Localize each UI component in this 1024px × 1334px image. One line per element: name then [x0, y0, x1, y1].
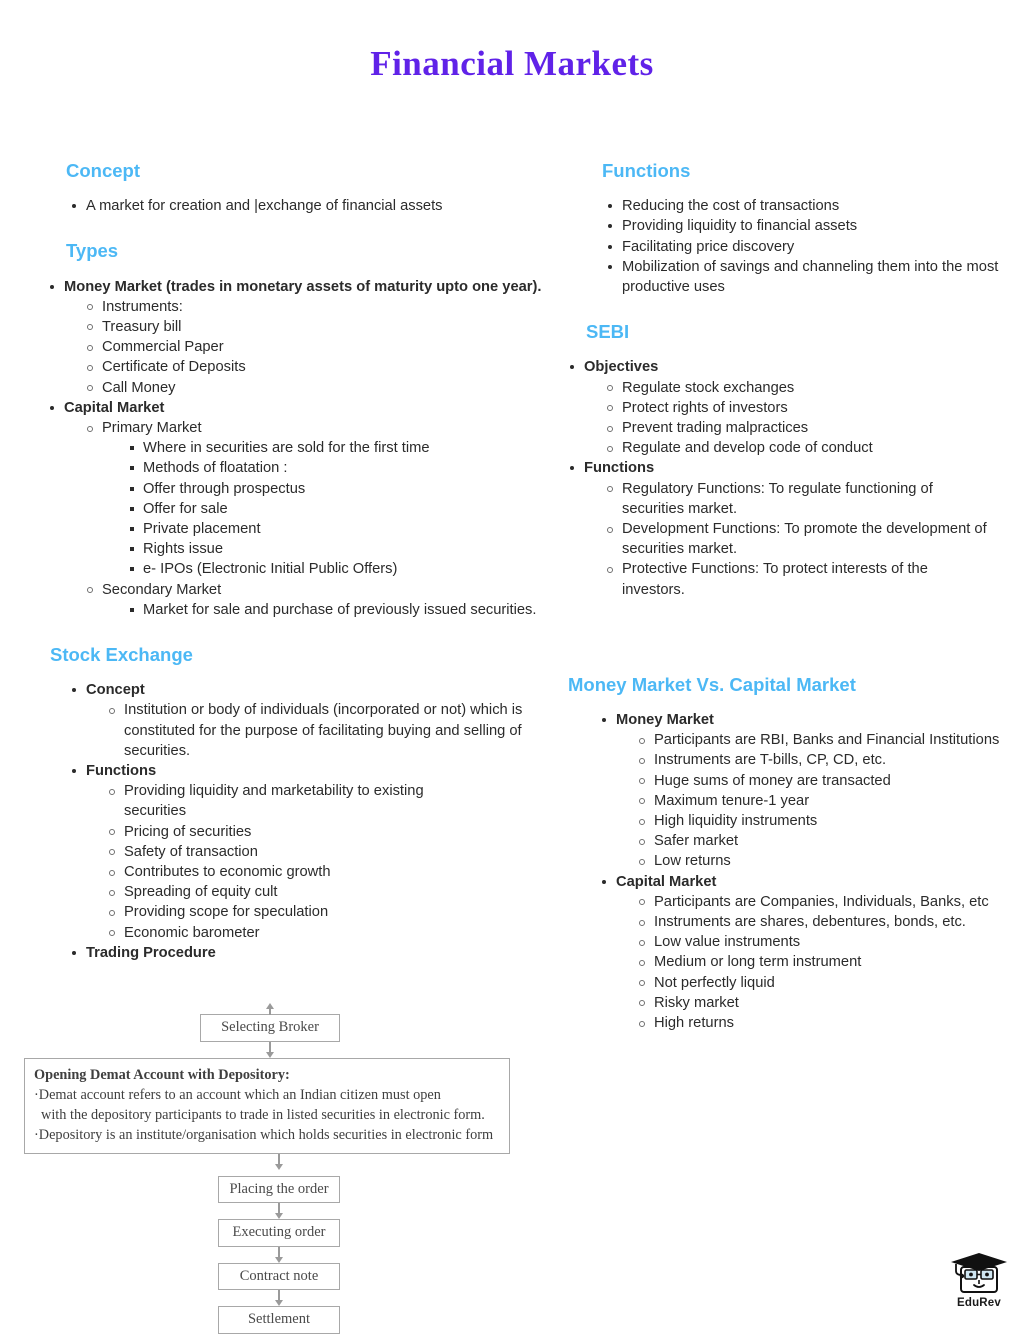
list-item: [606, 438, 1024, 458]
list-item: [606, 237, 1024, 257]
list-item-text: Reducing the cost of transactions: [622, 198, 840, 215]
list-item: [638, 993, 1024, 1013]
list-item: [108, 822, 568, 842]
list-item: [108, 842, 568, 862]
list-item-text: Providing liquidity to financial assets: [622, 218, 858, 235]
list-item-text: Secondary Market: [102, 581, 222, 598]
list-item: [638, 750, 1024, 770]
list-item-text: Low returns: [654, 853, 731, 870]
section-sebi: [568, 321, 1024, 600]
list-item: [638, 1013, 1024, 1033]
list-item-text: Huge sums of money are transacted: [654, 772, 891, 789]
list-item-text: Pricing of securities: [124, 823, 252, 840]
list-item: [86, 378, 568, 398]
list-item: [128, 559, 568, 579]
heading-sebi: SEBI: [586, 321, 630, 343]
list-item: [70, 196, 568, 216]
list-item: [128, 499, 568, 519]
list-item-text: Functions: [86, 763, 157, 780]
list-item-text: Regulate and develop code of conduct: [622, 440, 873, 457]
list-item-text: Concept: [86, 682, 145, 699]
list-item: [128, 519, 568, 539]
list-item-text: Not perfectly liquid: [654, 974, 775, 991]
list-item-text: Capital Market: [64, 399, 165, 416]
flow-box-executing-order: Executing order: [218, 1219, 340, 1247]
list-item-text: Where in securities are sold for the first time: [143, 440, 430, 457]
spacer: [568, 299, 1024, 321]
list-item: [108, 923, 568, 943]
list-item: [606, 519, 1024, 559]
left-column: [48, 160, 568, 965]
list-item-text: Functions: [584, 460, 655, 477]
types-list: [48, 277, 568, 620]
list-item: [128, 438, 568, 458]
list-item-secondary-market: [86, 580, 568, 620]
list-item-text: Spreading of equity cult: [124, 884, 278, 901]
heading-functions: Functions: [602, 160, 691, 181]
list-item-text: Providing liquidity and marketability to existing securities: [124, 783, 424, 820]
list-item: [606, 559, 982, 599]
list-item-text: Instruments are T-bills, CP, CD, etc.: [654, 752, 887, 769]
list-item-objectives: [568, 357, 1024, 458]
list-item-text: High returns: [654, 1015, 734, 1032]
list-item-text: Safer market: [654, 833, 739, 850]
list-item: [606, 398, 1024, 418]
list-item-capital-market: [48, 398, 568, 620]
list-item-capital-market: [600, 872, 1024, 1034]
logo-text: EduRev: [956, 1297, 1002, 1309]
sebi-objectives-list: [606, 378, 1024, 459]
list-item-text: Development Functions: To promote the development of securities market.: [622, 521, 987, 558]
demat-title: Opening Demat Account with Depository:: [34, 1066, 290, 1083]
list-item-text: Money Market: [616, 712, 714, 729]
list-item: [86, 297, 568, 317]
list-item-text: Protective Functions: To protect interests of the investors.: [622, 561, 928, 598]
list-item-text: Safety of transaction: [124, 843, 258, 860]
heading-money-vs-capital: Money Market Vs. Capital Market: [568, 673, 856, 695]
list-item-text: Private placement: [143, 521, 261, 538]
list-item: [638, 831, 1024, 851]
right-column: [568, 160, 1024, 1035]
list-item: [638, 771, 1024, 791]
list-item-text: Capital Market: [616, 873, 717, 890]
functions-list: [606, 196, 1024, 297]
sebi-list: [568, 357, 1024, 599]
list-item-text: Certificate of Deposits: [102, 359, 246, 376]
list-item: [638, 730, 1024, 750]
list-item-text: Economic barometer: [124, 924, 260, 941]
concept-list: [70, 196, 568, 216]
list-item-text: Commercial Paper: [102, 339, 224, 356]
list-item-text: Primary Market: [102, 420, 202, 436]
list-item-money-market: [600, 710, 1024, 872]
list-item-text: Providing scope for speculation: [124, 904, 329, 921]
list-item-text: Treasury bill: [102, 318, 182, 335]
page-title: Financial Markets: [370, 44, 654, 83]
graduation-cap-character-icon: [948, 1250, 1010, 1296]
trading-procedure-flowchart: [24, 1004, 516, 1334]
list-item-text: Mobilization of savings and channeling them into the most productive uses: [622, 258, 999, 295]
list-item: [606, 257, 1014, 297]
spacer: [568, 602, 1024, 674]
list-item-text: Instruments:: [102, 298, 183, 315]
capital-market-attributes-list: [638, 892, 1024, 1033]
list-item-text: Methods of floatation :: [143, 460, 288, 477]
list-item: [86, 337, 568, 357]
list-item-text: Trading Procedure: [86, 944, 216, 961]
list-item: [128, 600, 568, 620]
list-item-text: A market for creation and |exchange of financial assets: [86, 198, 443, 215]
demat-line-3: ·Depository is an institute/organisation which holds securities in electronic form: [34, 1127, 494, 1144]
list-item-trading-procedure: [70, 943, 568, 963]
stock-exchange-concept-list: [108, 700, 568, 761]
list-item-text: Objectives: [584, 359, 659, 376]
list-item: [108, 882, 568, 902]
list-item: [606, 216, 1024, 236]
list-item: [128, 539, 568, 559]
section-money-vs-capital: [568, 674, 1024, 1033]
list-item: [606, 196, 1024, 216]
list-item-text: Participants are Companies, Individuals, Banks, etc: [654, 893, 989, 910]
list-item-text: Call Money: [102, 379, 176, 396]
list-item: [606, 418, 1024, 438]
list-item-text: Medium or long term instrument: [654, 954, 862, 971]
list-item-text: Money Market (trades in monetary assets of maturity upto one year).: [64, 278, 542, 295]
list-item-functions: [70, 761, 568, 943]
flow-box-selecting-broker: Selecting Broker: [200, 1014, 340, 1042]
list-item-text: High liquidity instruments: [654, 813, 818, 830]
section-functions: [568, 160, 1024, 297]
list-item: [108, 781, 484, 821]
heading-stock-exchange: Stock Exchange: [50, 644, 193, 666]
flow-box-contract-note: Contract note: [218, 1263, 340, 1291]
list-item-text: Maximum tenure-1 year: [654, 792, 810, 809]
list-item-text: Institution or body of individuals (incorporated or not) which is constituted for the purpose of facilitating buying and selling of securities.: [124, 702, 523, 759]
list-item: [128, 479, 568, 499]
list-item: [638, 912, 1024, 932]
stock-exchange-functions-list: [108, 781, 568, 943]
list-item-concept: [70, 680, 568, 761]
section-types: [48, 240, 568, 620]
list-item-text: Market for sale and purchase of previously issued securities.: [143, 601, 537, 618]
list-item: [606, 479, 982, 519]
section-concept: [48, 160, 568, 216]
spacer: [48, 218, 568, 240]
money-market-attributes-list: [638, 730, 1024, 871]
list-item-text: Offer through prospectus: [143, 480, 306, 497]
list-item-text: Risky market: [654, 994, 739, 1011]
list-item: [638, 791, 1024, 811]
list-item: [606, 378, 1024, 398]
list-item-text: Facilitating price discovery: [622, 238, 795, 255]
list-item-text: Rights issue: [143, 541, 223, 558]
list-item-money-market: [48, 277, 568, 398]
heading-concept: Concept: [66, 160, 140, 181]
list-item-primary-market: [86, 418, 568, 580]
list-item: [638, 811, 1024, 831]
list-item-text: Contributes to economic growth: [124, 864, 331, 881]
flow-box-demat-account: [24, 1058, 510, 1154]
list-item: [638, 932, 1024, 952]
list-item: [128, 458, 568, 478]
list-item: [108, 862, 568, 882]
demat-line-2: with the depository participants to trade in listed securities in electronic form.: [41, 1107, 485, 1124]
list-item: [638, 851, 1024, 871]
list-item-text: Low value instruments: [654, 934, 801, 951]
list-item: [638, 892, 1024, 912]
list-item-text: Offer for sale: [143, 500, 228, 517]
list-item: [108, 902, 568, 922]
list-item-text: Instruments are shares, debentures, bonds, etc.: [654, 914, 966, 931]
edurev-logo: [948, 1250, 1010, 1309]
list-item-text: e- IPOs (Electronic Initial Public Offers): [143, 561, 398, 578]
list-item: [638, 973, 1024, 993]
list-item: [108, 700, 524, 761]
list-item: [638, 952, 1024, 972]
list-item-text: Regulatory Functions: To regulate functioning of securities market.: [622, 480, 933, 517]
flow-box-settlement: Settlement: [218, 1306, 340, 1334]
sebi-functions-list: [606, 479, 1024, 600]
stock-exchange-list: [70, 680, 568, 963]
list-item-text: Prevent trading malpractices: [622, 420, 809, 436]
list-item: [86, 357, 568, 377]
list-item-text: Regulate stock exchanges: [622, 379, 795, 396]
spacer: [48, 622, 568, 644]
list-item-sebi-functions: [568, 458, 1024, 599]
demat-line-1: ·Demat account refers to an account which an Indian citizen must open: [34, 1086, 441, 1103]
money-market-instruments-list: [86, 297, 568, 398]
comparison-list: [600, 710, 1024, 1033]
list-item-text: Participants are RBI, Banks and Financial Institutions: [654, 732, 1000, 749]
list-item: [86, 317, 568, 337]
primary-market-list: [128, 438, 568, 579]
capital-market-list: [86, 418, 568, 620]
flow-box-placing-the-order: Placing the order: [218, 1176, 340, 1204]
secondary-market-list: [128, 600, 568, 620]
section-stock-exchange: [48, 644, 568, 963]
list-item-text: Protect rights of investors: [622, 399, 788, 416]
heading-types: Types: [66, 240, 119, 262]
